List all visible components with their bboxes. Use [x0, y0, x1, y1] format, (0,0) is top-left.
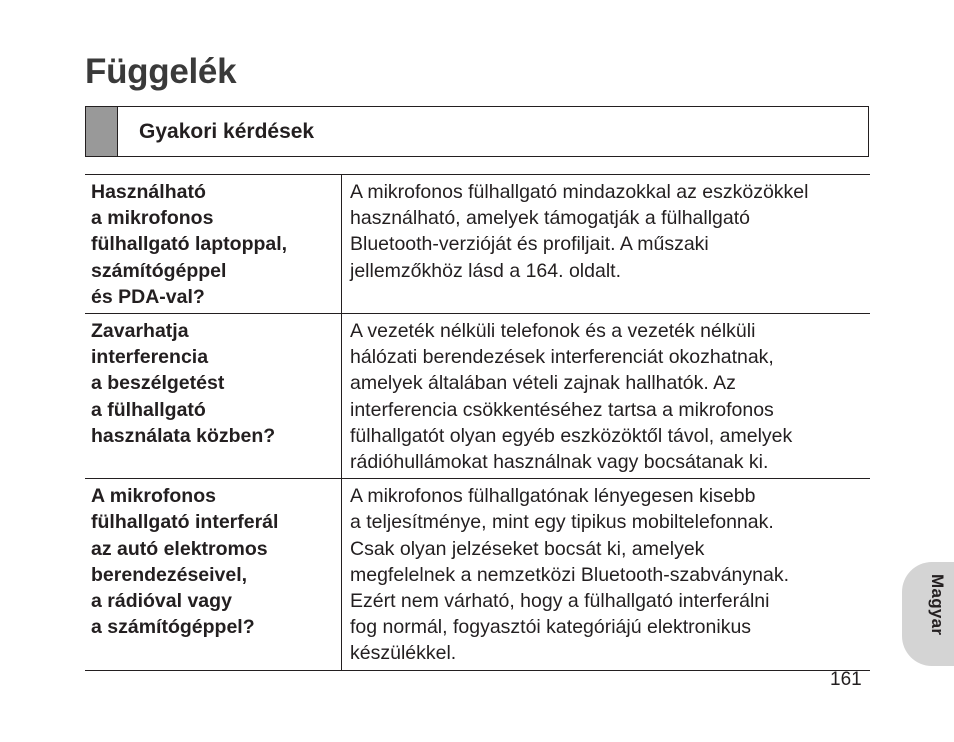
faq-question [85, 479, 342, 670]
section-marker-bar [86, 107, 118, 156]
question-line: az autó elektromos [91, 537, 268, 560]
question-line: a rádióval vagy [91, 590, 232, 613]
question-line: a beszélgetést [91, 372, 225, 395]
answer-line: készülékkel. [350, 642, 457, 665]
answer-line: interferencia csökkentéséhez tartsa a mikrofonos [350, 398, 774, 421]
faq-question [85, 175, 342, 314]
language-tab-label: Magyar [928, 574, 947, 636]
question-line: a számítógéppel? [91, 616, 255, 639]
question-line: számítógéppel [91, 259, 227, 282]
faq-answer [342, 175, 871, 314]
faq-row [85, 175, 870, 314]
question-line: interferencia [91, 346, 209, 369]
answer-line: jellemzőkhöz lásd a 164. oldalt. [350, 259, 621, 282]
answer-line: amelyek általában vételi zajnak hallhatók. Az [350, 372, 736, 395]
question-line: fülhallgató laptoppal, [91, 233, 288, 256]
answer-line: hálózati berendezések interferenciát okozhatnak, [350, 346, 774, 369]
section-header [85, 106, 869, 157]
answer-line: megfelelnek a nemzetközi Bluetooth-szabványnak. [350, 563, 789, 586]
question-line: Zavarhatja [91, 320, 189, 343]
question-line: a mikrofonos [91, 207, 214, 230]
answer-line: Csak olyan jelzéseket bocsát ki, amelyek [350, 537, 705, 560]
question-line: Használható [91, 181, 206, 203]
faq-row [85, 479, 870, 670]
answer-line: A mikrofonos fülhallgatónak lényegesen kisebb [350, 485, 756, 508]
answer-line: A mikrofonos fülhallgató mindazokkal az eszközökkel [350, 181, 809, 203]
question-line: használata közben? [91, 424, 276, 447]
answer-line: rádióhullámokat használnak vagy bocsátanak ki. [350, 451, 769, 474]
question-line: berendezéseivel, [91, 563, 248, 586]
answer-line: használható, amelyek támogatják a fülhallgató [350, 207, 750, 230]
answer-line: fog normál, fogyasztói kategóriájú elektronikus [350, 616, 752, 639]
page-title: Függelék [85, 52, 237, 91]
faq-question [85, 314, 342, 479]
answer-line: Bluetooth-verzióját és profiljait. A műszaki [350, 233, 709, 256]
answer-line: a teljesítménye, mint egy tipikus mobiltelefonnak. [350, 511, 774, 534]
faq-answer [342, 314, 871, 479]
answer-line: Ezért nem várható, hogy a fülhallgató interferálni [350, 590, 770, 613]
question-line: A mikrofonos [91, 485, 216, 508]
question-line: a fülhallgató [91, 398, 206, 421]
faq-answer [342, 479, 871, 670]
question-line: fülhallgató interferál [91, 511, 279, 534]
question-line: és PDA-val? [91, 285, 205, 308]
answer-line: fülhallgatót olyan egyéb eszközöktől távol, amelyek [350, 424, 793, 447]
faq-row [85, 314, 870, 479]
answer-line: A vezeték nélküli telefonok és a vezeték nélküli [350, 320, 756, 343]
faq-table [85, 174, 870, 671]
page-number: 161 [830, 669, 862, 690]
section-title: Gyakori kérdések [139, 120, 315, 143]
